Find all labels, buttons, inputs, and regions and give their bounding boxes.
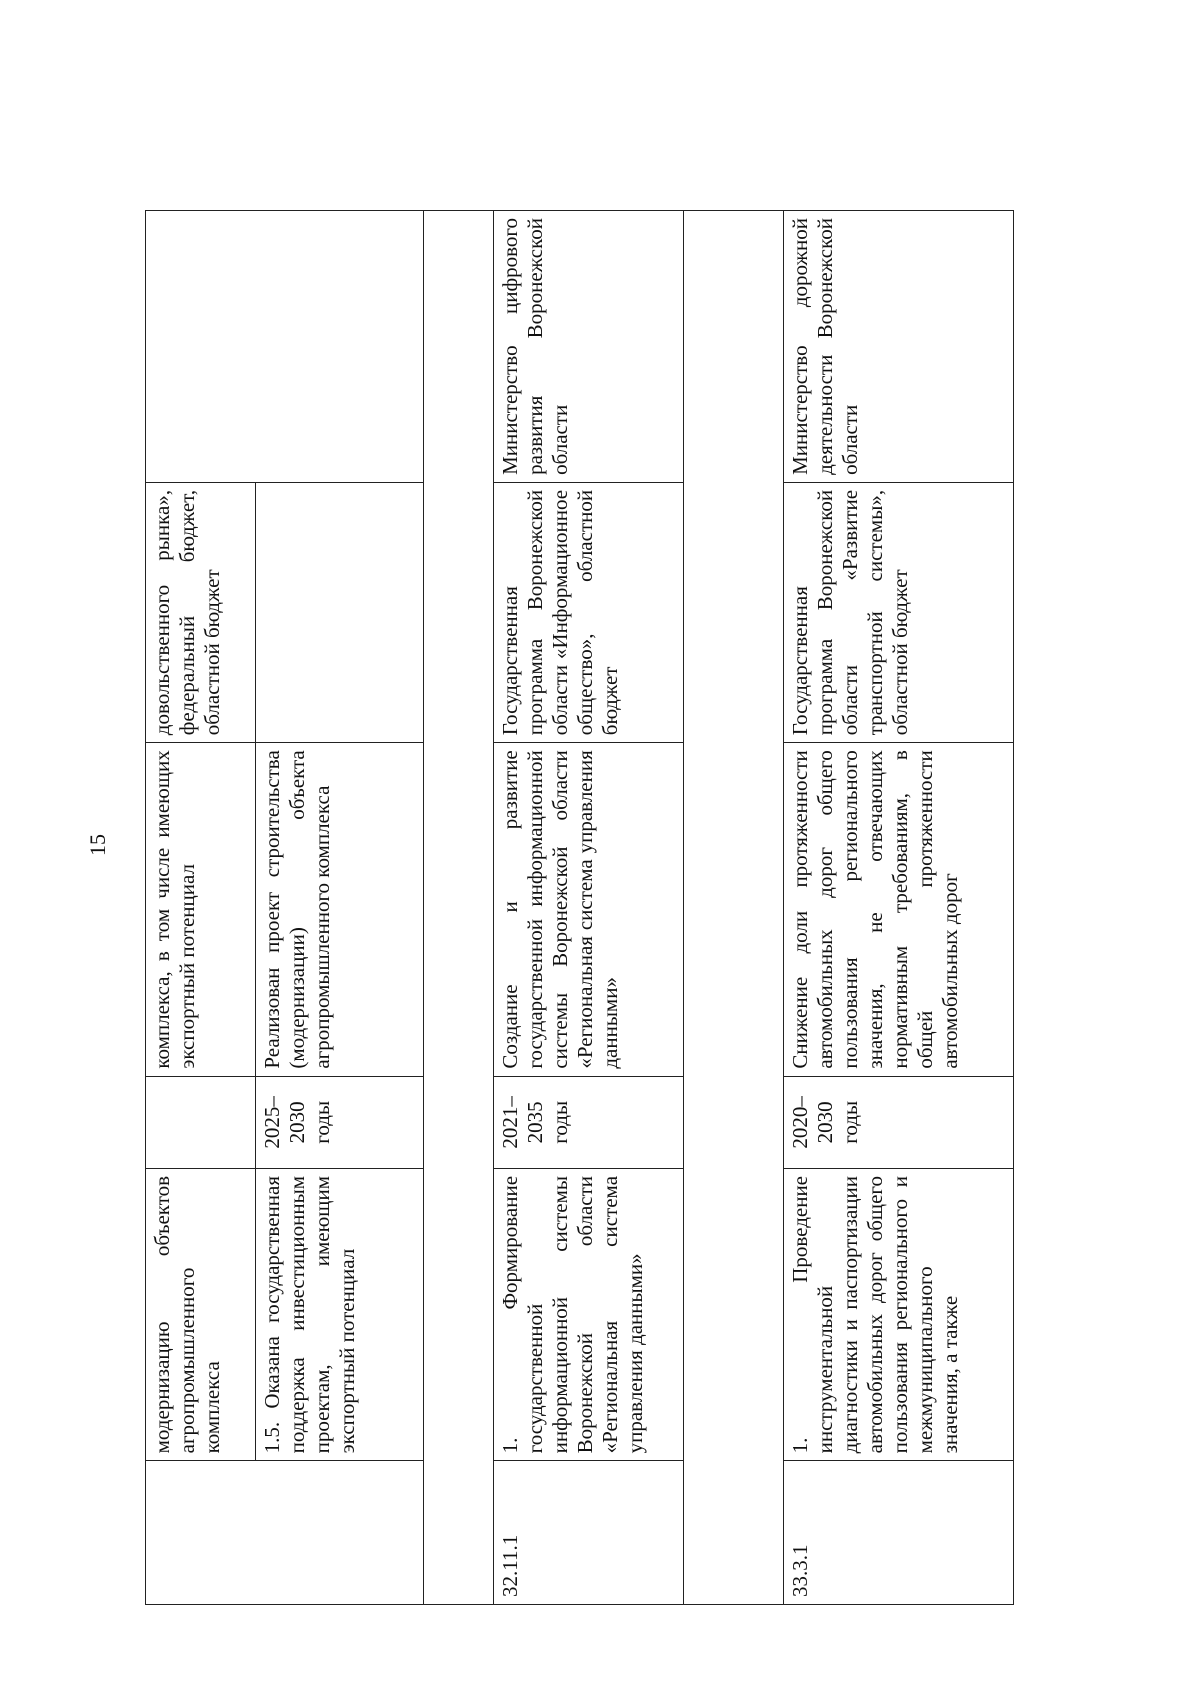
table-row [494, 211, 684, 1605]
event-cell: 1. Формирование государственной информационной системы Воронежской области «Региональная система управления данными» [494, 1168, 684, 1460]
code-cell: 33.3.1 [784, 1461, 1014, 1605]
years-cell: 2021–2035 годы [494, 1076, 684, 1168]
table-row [784, 211, 1014, 1605]
rotated-table-page [145, 210, 1105, 1605]
source-cell: довольственного рынка», федеральный бюджет, областной бюджет [146, 482, 256, 742]
source-cell-empty [256, 482, 424, 742]
event-cell: 1. Проведение инструментальной диагностики и паспортизации автомобильных дорог общего пользования регионального и межмуниципального значения, а также [784, 1168, 1014, 1460]
years-cell: 2025–2030 годы [256, 1076, 424, 1168]
source-cell: Государственная программа Воронежской области «Информационное общество», областной бюджет [494, 482, 684, 742]
executor-cell: Министерство цифрового развития Воронежской области [494, 211, 684, 483]
table-row [424, 211, 494, 1605]
page-number: 15 [85, 834, 110, 856]
executor-cell-empty [146, 211, 424, 483]
result-cell: Снижение доли протяженности автомобильных дорог общего пользования регионального значения, не отвечающих нормативным требованиям, в общей протяженности автомобильных дорог [784, 743, 1014, 1076]
result-cell: Реализован проект строительства (модернизации) объекта агропромышленного комплекса [256, 743, 424, 1076]
result-cell: комплекса, в том числе имеющих экспортный потенциал [146, 743, 256, 1076]
code-cell-empty [146, 1461, 424, 1605]
executor-cell: Министерство дорожной деятельности Воронежской области [784, 211, 1014, 483]
years-cell: 2020–2030 годы [784, 1076, 1014, 1168]
code-cell: 32.11.1 [494, 1461, 684, 1605]
growth-point-heading [684, 211, 784, 1605]
table-row [684, 211, 784, 1605]
plan-table [145, 210, 1014, 1605]
table-row [146, 211, 256, 1605]
source-cell: Государственная программа Воронежской области «Развитие транспортной системы», областной бюджет [784, 482, 1014, 742]
event-cell: 1.5. Оказана государственная поддержка инвестиционным проектам, имеющим экспортный потенциал [256, 1168, 424, 1460]
event-cell: модернизацию объектов агропромышленного комплекса [146, 1168, 256, 1460]
result-cell: Создание и развитие государственной информационной системы Воронежской области «Региональная система управления данными» [494, 743, 684, 1076]
growth-point-heading [424, 211, 494, 1605]
years-cell-empty [146, 1076, 256, 1168]
